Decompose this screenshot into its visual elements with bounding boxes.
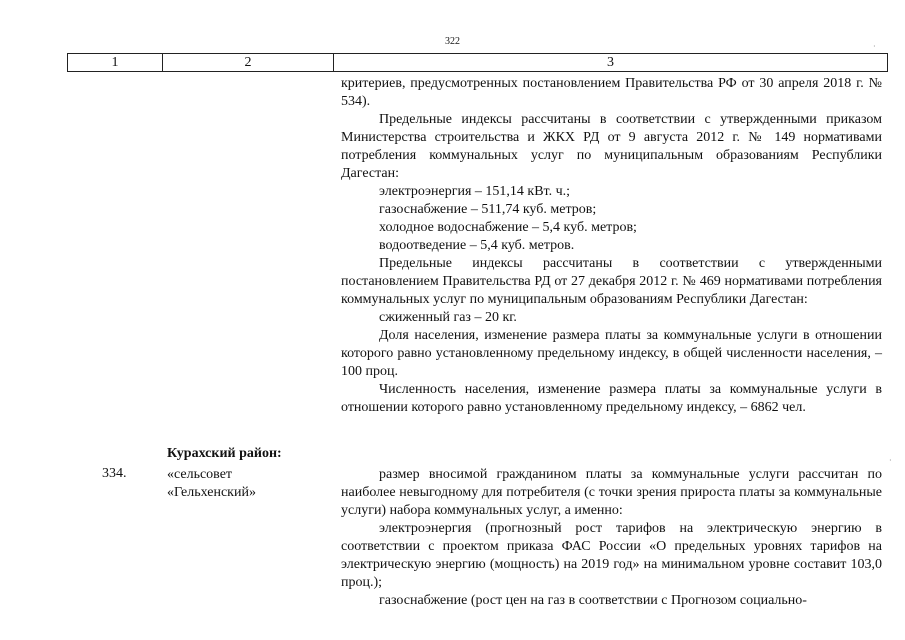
continuation-paragraph: критериев, предусмотренных постановлением Правительства РФ от 30 апреля 2018 г. № 534). bbox=[341, 76, 882, 109]
row-number: 334. bbox=[102, 466, 127, 481]
upper-text-block bbox=[341, 75, 882, 417]
scan-speck: · bbox=[873, 42, 876, 51]
norm-drainage: водоотведение – 5,4 куб. метров. bbox=[379, 238, 575, 253]
column-header-3: 3 bbox=[334, 54, 888, 72]
column-header-2: 2 bbox=[163, 54, 334, 72]
population-count-paragraph: Численность населения, изменение размера платы за коммунальные услуги в отношении которого равно установленному предельному индексу, – 6862 чел. bbox=[341, 382, 882, 415]
column-header-table bbox=[67, 53, 888, 72]
row-name-line-1: «сельсовет bbox=[167, 467, 233, 482]
indices-paragraph-2: Предельные индексы рассчитаны в соответствии с утвержденными постановлением Правительства РД от 27 декабря 2012 г. № 469 нормативами потребления коммунальных услуг по муниципальным образованиям Республики Дагестан: bbox=[341, 256, 882, 307]
row-gas-paragraph: газоснабжение (рост цен на газ в соответствии с Прогнозом социально- bbox=[379, 593, 807, 608]
row-intro-paragraph: размер вносимой гражданином платы за коммунальные услуги рассчитан по наиболее невыгодному для потребителя (с точки зрения прироста платы за коммунальные услуги) набора коммунальных услуг, а именно: bbox=[341, 467, 882, 518]
row-municipality-name bbox=[167, 466, 256, 502]
page-number: 322 bbox=[445, 36, 460, 47]
row-text-block bbox=[341, 466, 882, 610]
scan-speck: · bbox=[889, 456, 892, 465]
norm-cold-water: холодное водоснабжение – 5,4 куб. метров; bbox=[379, 220, 637, 235]
norm-gas: газоснабжение – 511,74 куб. метров; bbox=[379, 202, 597, 217]
norm-electricity: электроэнергия – 151,14 кВт. ч.; bbox=[379, 184, 571, 199]
indices-paragraph-1: Предельные индексы рассчитаны в соответствии с утвержденными приказом Министерства строительства и ЖКХ РД от 9 августа 2012 г. № 149 нормативами потребления коммунальных услуг по муниципальным образованиям Республики Дагестан: bbox=[341, 112, 882, 181]
section-heading: Курахский район: bbox=[167, 446, 282, 461]
row-name-line-2: «Гельхенский» bbox=[167, 485, 256, 500]
row-electricity-paragraph: электроэнергия (прогнозный рост тарифов на электрическую энергию в соответствии с проектом приказа ФАС России «О предельных уровнях тарифов на электрическую энергию (мощность) на 2019 год» на минимальном уровне составит 103,0 проц.); bbox=[341, 521, 882, 590]
column-header-1: 1 bbox=[68, 54, 163, 72]
norm-liquefied-gas: сжиженный газ – 20 кг. bbox=[379, 310, 517, 325]
population-share-paragraph: Доля населения, изменение размера платы за коммунальные услуги в отношении которого равно установленному предельному индексу, в общей численности населения, – 100 проц. bbox=[341, 328, 882, 379]
